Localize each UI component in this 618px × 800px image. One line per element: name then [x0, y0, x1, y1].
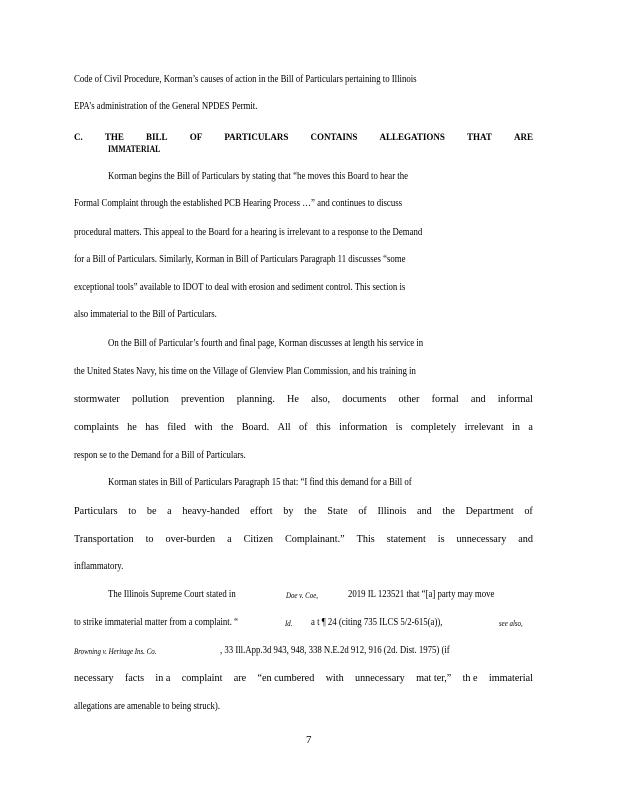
paragraph-2-line-5: respon se to the Demand for a Bill of Particulars. — [74, 450, 246, 461]
paragraph-1-line-5: exceptional tools” available to IDOT to deal with erosion and sediment control. This section is — [74, 282, 406, 293]
page-number: 7 — [306, 734, 312, 746]
paragraph-3-line-4: inflammatory. — [74, 561, 124, 572]
paragraph-3-line-1: Korman states in Bill of Particulars Paragraph 15 that: “I find this demand for a Bill of — [108, 477, 412, 488]
paragraph-4-line-2b: a t ¶ 24 (citing 735 ILCS 5/2-615(a)), — [311, 617, 443, 628]
citation-id: Id. — [285, 619, 293, 628]
paragraph-4-line-2a: to strike immaterial matter from a complaint. “ — [74, 617, 238, 628]
section-heading-c-cont: IMMATERIAL — [108, 144, 161, 154]
paragraph-3-line-2: Particulars to be a heavy-handed effort by the State of Illinois and the Department of — [74, 506, 533, 517]
paragraph-2-line-1: On the Bill of Particular’s fourth and final page, Korman discusses at length his service in — [108, 338, 424, 349]
citation-see-also: see also, — [499, 619, 523, 628]
text-line-2: EPA’s administration of the General NPDES Permit. — [74, 101, 258, 112]
paragraph-2-line-4: complaints he has filed with the Board. All of this information is completely irrelevant in a — [74, 422, 533, 433]
paragraph-4-line-1a: The Illinois Supreme Court stated in — [108, 589, 236, 600]
paragraph-1-line-1: Korman begins the Bill of Particulars by stating that “he moves this Board to hear the — [108, 171, 409, 182]
case-citation-doe: Doe v. Coe, — [286, 591, 318, 600]
paragraph-3-line-3: Transportation to over-burden a Citizen Complainant.” This statement is unnecessary and — [74, 534, 533, 545]
case-citation-browning: Browning v. Heritage Ins. Co. — [74, 647, 157, 656]
paragraph-2-line-2: the United States Navy, his time on the Village of Glenview Plan Commission, and his training in — [74, 366, 416, 377]
paragraph-2-line-3: stormwater pollution prevention planning. He also, documents other formal and informal — [74, 394, 533, 405]
text-line-1: Code of Civil Procedure, Korman’s causes of action in the Bill of Particulars pertaining to Illinois — [74, 74, 417, 85]
paragraph-1-line-6: also immaterial to the Bill of Particulars. — [74, 309, 217, 320]
paragraph-4-line-1b: 2019 IL 123521 that “[a] party may move — [348, 589, 495, 600]
section-heading-c: C. THE BILL OF PARTICULARS CONTAINS ALLEGATIONS THAT ARE — [74, 132, 533, 142]
paragraph-1-line-3: procedural matters. This appeal to the Board for a hearing is irrelevant to a response to the Demand — [74, 227, 423, 238]
paragraph-4-line-4: necessary facts in a complaint are “en cumbered with unnecessary mat ter,” th e immaterial — [74, 673, 533, 684]
paragraph-1-line-2: Formal Complaint through the established PCB Hearing Process …” and continues to discuss — [74, 198, 403, 209]
paragraph-4-line-5: allegations are amenable to being struck). — [74, 701, 220, 712]
paragraph-4-line-3: , 33 Ill.App.3d 943, 948, 338 N.E.2d 912, 916 (2d. Dist. 1975) (if — [220, 645, 450, 656]
paragraph-1-line-4: for a Bill of Particulars. Similarly, Korman in Bill of Particulars Paragraph 11 discusses “some — [74, 254, 406, 265]
